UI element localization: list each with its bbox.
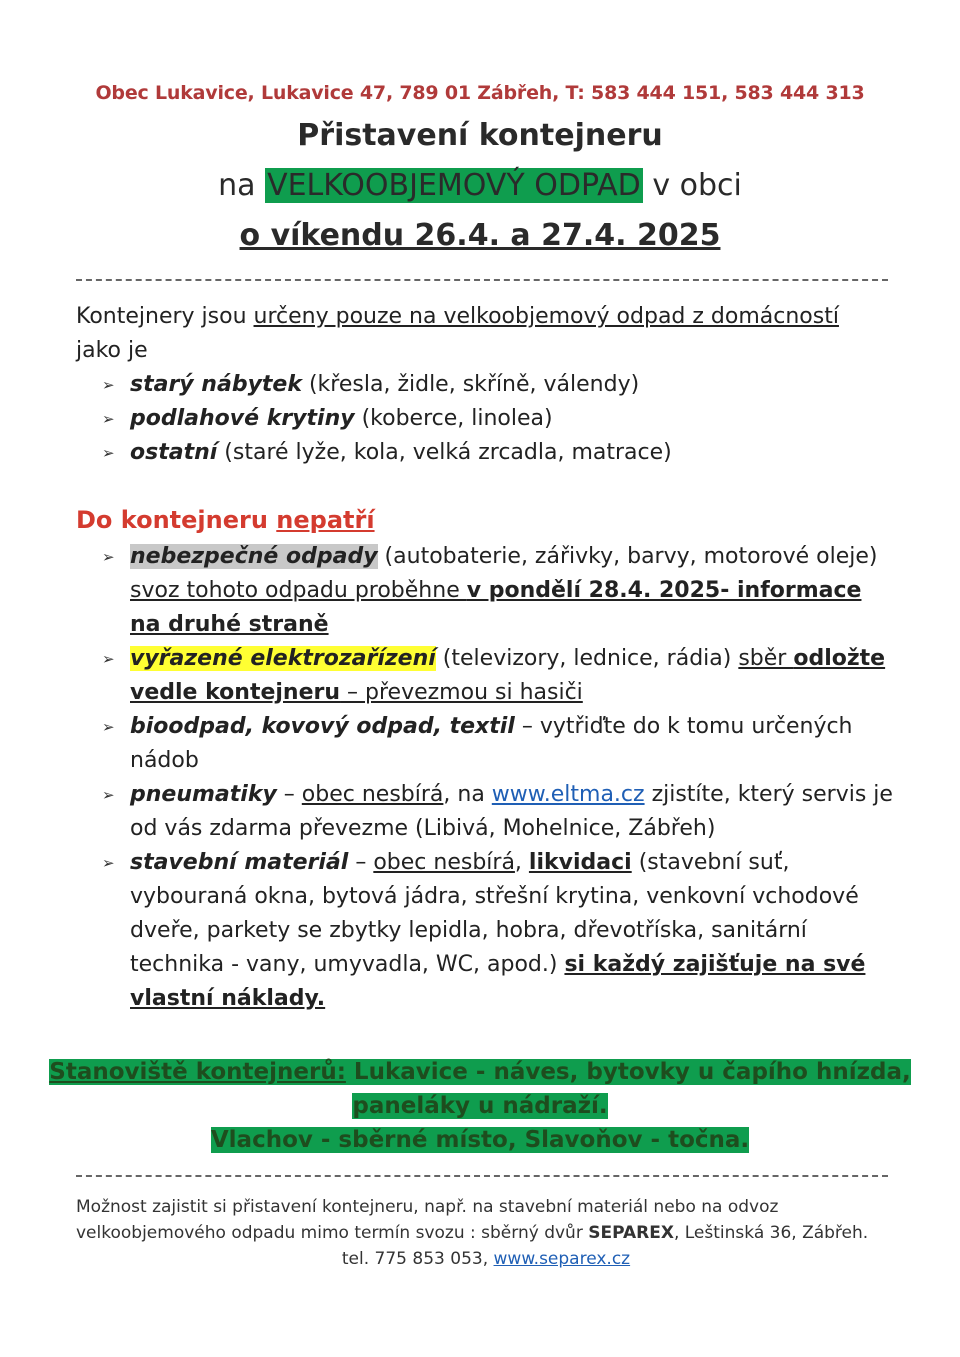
item-note: svoz tohoto odpadu proběhne xyxy=(130,578,467,603)
item-bold: stavební materiál xyxy=(130,850,349,875)
arrow-bullet-icon: ➢ xyxy=(102,718,115,736)
title-highlight: VELKOOBJEMOVÝ ODPAD xyxy=(267,168,641,203)
container-locations xyxy=(0,1055,960,1157)
item-bold: vyřazené elektrozařízení xyxy=(130,646,436,671)
item-bold: pneumatiky xyxy=(130,782,277,807)
arrow-bullet-icon: ➢ xyxy=(102,786,115,804)
heading-pre: Do kontejneru xyxy=(76,506,277,534)
title-line-2 xyxy=(0,168,960,203)
title-line-2-post: v obci xyxy=(642,168,742,203)
item-underlined: obec nesbírá xyxy=(373,850,515,875)
footer-text: Možnost zajistit si přistavení kontejneru, např. na stavební materiál nebo na odvoz velkoobjemového odpadu mimo termín svozu : sběrný dvůr xyxy=(76,1197,779,1243)
locations-line-1-text: Lukavice - náves, bytovky u čapího hnízda, xyxy=(345,1059,911,1085)
intro-text xyxy=(76,300,896,368)
footer-phone: tel. 775 853 053, xyxy=(341,1249,494,1269)
item-note-bold: v pondělí 28.4. 2025- informace na druhé straně xyxy=(130,578,862,637)
footer-company: SEPAREX xyxy=(588,1223,674,1243)
item-note-bold: si každý zajišťuje na své vlastní náklady. xyxy=(130,952,866,1011)
arrow-bullet-icon: ➢ xyxy=(102,376,115,394)
item-text: (staré lyže, kola, velká zrcadla, matrace) xyxy=(217,440,672,465)
title-line-3: o víkendu 26.4. a 27.4. 2025 xyxy=(239,218,721,253)
list-item xyxy=(76,368,896,402)
item-bold: ostatní xyxy=(130,440,218,465)
item-bold: starý nábytek xyxy=(130,372,302,397)
item-bold: podlahové krytiny xyxy=(130,406,355,431)
item-dash: – xyxy=(348,850,374,875)
arrow-bullet-icon: ➢ xyxy=(102,444,115,462)
footer-contact xyxy=(76,1246,896,1272)
list-item xyxy=(76,436,896,470)
item-text: (stavební suť, vybouraná okna, bytová jádra, střešní krytina, venkovní vchodové dveře, parkety se zbytky lepidla, hobra, dřevotříska, sanitární technika - vany, umyvadla, WC, apod.) xyxy=(130,850,859,977)
item-text: (koberce, linolea) xyxy=(354,406,553,431)
eltma-link[interactable]: www.eltma.cz xyxy=(491,782,645,807)
item-text: – vytřiďte do k tomu určených nádob xyxy=(130,714,853,773)
item-bold: nebezpečné odpady xyxy=(130,544,378,569)
not-allowed-heading xyxy=(76,506,375,534)
list-item-bio xyxy=(76,710,896,778)
arrow-bullet-icon: ➢ xyxy=(102,410,115,428)
arrow-bullet-icon: ➢ xyxy=(102,548,115,566)
arrow-bullet-icon: ➢ xyxy=(102,854,115,872)
list-item xyxy=(76,402,896,436)
item-underlined: obec nesbírá xyxy=(301,782,444,807)
intro-post: jako je xyxy=(76,338,148,363)
locations-line-2: paneláky u nádraží. xyxy=(352,1093,608,1119)
title-line-1: Přistavení kontejneru xyxy=(297,118,663,153)
intro-pre: Kontejnery jsou xyxy=(76,304,254,329)
item-bold: bioodpad, kovový odpad, textil xyxy=(130,714,515,739)
locations-label: Stanoviště kontejnerů: xyxy=(49,1059,346,1085)
title-line-2-pre: na xyxy=(218,168,266,203)
item-comma: , xyxy=(514,850,529,875)
divider-top xyxy=(76,279,888,281)
item-text: , na xyxy=(443,782,492,807)
header-address: Obec Lukavice, Lukavice 47, 789 01 Zábřeh, T: 583 444 151, 583 444 313 xyxy=(95,82,865,104)
item-note-end: – převezmou si hasiči xyxy=(340,680,583,705)
list-item-building xyxy=(76,846,896,1016)
not-allowed-list xyxy=(76,540,896,1016)
list-item-hazardous xyxy=(76,540,896,642)
list-item-tires xyxy=(76,778,896,846)
locations-line-1 xyxy=(49,1059,910,1085)
heading-underlined: nepatří xyxy=(276,506,375,534)
separex-link[interactable]: www.separex.cz xyxy=(493,1249,631,1269)
arrow-bullet-icon: ➢ xyxy=(102,650,115,668)
item-text: (autobaterie, zářivky, barvy, motorové oleje) xyxy=(377,544,878,569)
item-text-rest: zjistíte, který servis je od vás zdarma převezme (Libivá, Mohelnice, Zábřeh) xyxy=(130,782,893,841)
locations-line-3: Vlachov - sběrné místo, Slavoňov - točna. xyxy=(210,1127,750,1153)
item-note: sběr xyxy=(738,646,794,671)
item-note-bold: odložte vedle kontejneru xyxy=(130,646,886,705)
allowed-list xyxy=(76,368,896,470)
footer-address: , Leštinská 36, Zábřeh. xyxy=(673,1223,869,1243)
divider-bottom xyxy=(76,1175,888,1177)
intro-underlined: určeny pouze na velkoobjemový odpad z domácností xyxy=(253,304,839,329)
item-underlined-bold: likvidaci xyxy=(528,850,632,875)
item-dash: – xyxy=(276,782,302,807)
item-text: (televizory, lednice, rádia) xyxy=(435,646,739,671)
list-item-electro xyxy=(76,642,896,710)
footer-note xyxy=(76,1194,896,1272)
item-text: (křesla, židle, skříně, válendy) xyxy=(301,372,640,397)
